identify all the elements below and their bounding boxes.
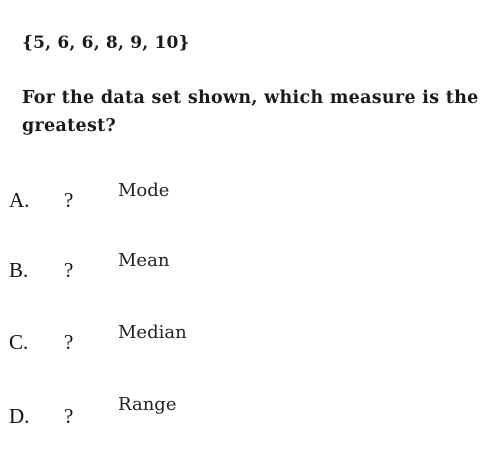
choice-text: Range [118, 394, 177, 415]
choice-a[interactable] [0, 180, 499, 220]
choice-mark: ? [64, 330, 74, 354]
choice-letter: C. [9, 330, 29, 354]
choice-letter: B. [9, 258, 29, 282]
choice-text: Median [118, 322, 187, 343]
choice-d[interactable] [0, 394, 499, 434]
choice-letter: A. [9, 188, 30, 212]
choice-mark: ? [64, 188, 74, 212]
data-set: {5, 6, 6, 8, 9, 10} [22, 33, 190, 53]
choice-text: Mode [118, 180, 170, 201]
choice-mark: ? [64, 404, 74, 428]
choice-text: Mean [118, 250, 170, 271]
question-text: For the data set shown, which measure is the greatest? [22, 88, 479, 136]
choice-c[interactable] [0, 322, 499, 362]
choice-letter: D. [9, 404, 30, 428]
choice-mark: ? [64, 258, 74, 282]
choice-b[interactable] [0, 250, 499, 290]
